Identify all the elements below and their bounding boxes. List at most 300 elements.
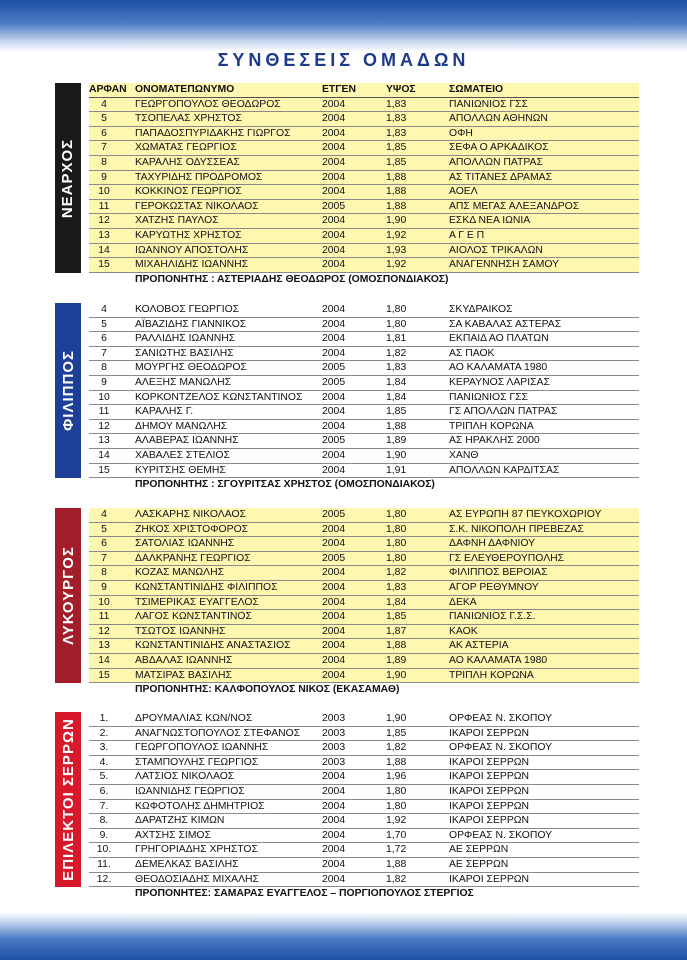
player-club: ΑΣ ΕΥΡΩΠΗ 87 ΠΕΥΚΟΧΩΡΙΟΥ xyxy=(449,509,602,520)
player-name: ΙΩΑΝΝΙΔΗΣ ΓΕΩΡΓΙΟΣ xyxy=(135,785,245,797)
player-birth-year: 2004 xyxy=(322,844,346,856)
player-name: ΣΤΑΜΠΟΥΛΗΣ ΓΕΩΡΓΙΟΣ xyxy=(135,756,259,768)
player-name: ΚΑΡΥΩΤΗΣ ΧΡΗΣΤΟΣ xyxy=(135,229,242,241)
bottom-gradient-band xyxy=(0,912,687,960)
player-club: Σ.Κ. ΝΙΚΟΠΟΛΗ ΠΡΕΒΕΖΑΣ xyxy=(449,523,584,535)
player-birth-year: 2004 xyxy=(322,800,346,812)
player-height: 1,85 xyxy=(386,406,407,418)
player-height: 1,82 xyxy=(386,873,407,885)
player-birth-year: 2004 xyxy=(322,229,346,241)
player-name: ΖΗΚΟΣ ΧΡΙΣΤΟΦΟΡΟΣ xyxy=(135,523,249,535)
player-height: 1,80 xyxy=(386,304,407,315)
player-number: 6 xyxy=(101,538,107,550)
player-number: 13 xyxy=(98,229,110,241)
player-club: ΙΚΑΡΟΙ ΣΕΡΡΩΝ xyxy=(449,800,530,812)
table-row xyxy=(89,843,639,858)
player-number: 4 xyxy=(101,304,107,315)
player-number: 11. xyxy=(97,858,111,870)
table-row xyxy=(89,625,639,640)
table-row xyxy=(89,361,639,376)
player-club: ΙΚΑΡΟΙ ΣΕΡΡΩΝ xyxy=(449,815,530,827)
table-row xyxy=(89,434,639,449)
player-number: 6 xyxy=(101,127,107,139)
player-club: ΑΣ ΠΑΟΚ xyxy=(449,347,495,359)
player-height: 1,91 xyxy=(386,464,407,476)
player-club: ΑΟ ΚΑΛΑΜΑΤΑ 1980 xyxy=(449,654,548,666)
player-name: ΑΒΔΑΛΑΣ ΙΩΑΝΝΗΣ xyxy=(135,654,233,666)
coach-row xyxy=(89,273,639,288)
player-birth-year: 2004 xyxy=(322,304,346,315)
player-name: ΧΩΜΑΤΑΣ ΓΕΩΡΓΙΟΣ xyxy=(135,142,237,154)
player-height: 1,83 xyxy=(386,113,407,125)
player-club: ΑΣ ΤΙΤΑΝΕΣ ΔΡΑΜΑΣ xyxy=(449,171,553,183)
table-row xyxy=(89,141,639,156)
coach-row xyxy=(89,887,639,902)
player-name: ΓΕΡΟΚΩΣΤΑΣ ΝΙΚΟΛΑΟΣ xyxy=(135,200,259,212)
player-birth-year: 2003 xyxy=(322,742,346,754)
player-club: ΟΡΦΕΑΣ Ν. ΣΚΟΠΟΥ xyxy=(449,742,553,754)
player-birth-year: 2004 xyxy=(322,391,346,403)
team-section-epilektoi-serron xyxy=(55,712,639,902)
player-birth-year: 2004 xyxy=(322,318,346,330)
player-height: 1,96 xyxy=(386,771,407,783)
player-name: ΚΑΡΑΛΗΣ Γ. xyxy=(135,406,194,418)
player-name: ΑΧΤΣΗΣ ΣΙΜΟΣ xyxy=(135,829,211,841)
player-height: 1,80 xyxy=(386,318,407,330)
player-birth-year: 2004 xyxy=(322,171,346,183)
player-name: ΤΣΙΜΕΡΙΚΑΣ ΕΥΑΓΓΕΛΟΣ xyxy=(135,596,259,608)
player-birth-year: 2004 xyxy=(322,113,346,125)
player-birth-year: 2004 xyxy=(322,406,346,418)
player-club: ΑΙΟΛΟΣ ΤΡΙΚΑΛΩΝ xyxy=(449,244,543,256)
table-row xyxy=(89,332,639,347)
player-number: 13 xyxy=(98,435,110,447)
player-name: ΧΑΤΖΗΣ ΠΑΥΛΟΣ xyxy=(135,215,219,227)
player-number: 6. xyxy=(99,785,109,797)
player-club: ΓΣ ΑΠΟΛΛΩΝ ΠΑΤΡΑΣ xyxy=(449,406,558,418)
team-label-nearchos: ΝΕΑΡΧΟΣ xyxy=(55,83,81,273)
player-birth-year: 2004 xyxy=(322,625,346,637)
table-row xyxy=(89,610,639,625)
table-row xyxy=(89,669,639,684)
player-number: 8 xyxy=(101,567,107,579)
player-name: ΚΩΝΣΤΑΝΤΙΝΙΔΗΣ ΦΙΛΙΠΠΟΣ xyxy=(135,581,278,593)
player-height: 1,80 xyxy=(386,509,407,520)
team-section-lykourgos xyxy=(55,508,639,698)
player-name: ΚΥΡΙΤΣΗΣ ΘΕΜΗΣ xyxy=(135,464,226,476)
player-birth-year: 2004 xyxy=(322,259,346,271)
player-name: ΔΑΛΚΡΑΝΗΣ ΓΕΩΡΓΙΟΣ xyxy=(135,552,251,564)
header-height: ΥΨΟΣ xyxy=(386,84,416,95)
player-club: ΟΡΦΕΑΣ Ν. ΣΚΟΠΟΥ xyxy=(449,829,553,841)
table-row xyxy=(89,258,639,273)
player-number: 9 xyxy=(101,581,107,593)
player-club: ΙΚΑΡΟΙ ΣΕΡΡΩΝ xyxy=(449,756,530,768)
player-number: 11 xyxy=(98,611,110,623)
table-row xyxy=(89,376,639,391)
player-height: 1,82 xyxy=(386,742,407,754)
player-number: 15 xyxy=(98,669,110,681)
player-birth-year: 2004 xyxy=(322,873,346,885)
player-club: ΕΣΚΔ ΝΕΑ ΙΩΝΙΑ xyxy=(449,215,531,227)
player-height: 1,80 xyxy=(386,523,407,535)
player-height: 1,85 xyxy=(386,727,407,739)
table-row xyxy=(89,829,639,844)
player-name: ΜΑΤΣΙΡΑΣ ΒΑΣΙΛΗΣ xyxy=(135,669,232,681)
table-row xyxy=(89,405,639,420)
player-name: ΓΕΩΡΓΟΠΟΥΛΟΣ ΘΕΟΔΩΡΟΣ xyxy=(135,98,281,110)
player-height: 1,88 xyxy=(386,171,407,183)
player-height: 1,88 xyxy=(386,186,407,198)
player-number: 14 xyxy=(98,654,110,666)
player-height: 1,90 xyxy=(386,713,407,724)
player-name: ΚΟΡΚΟΝΤΖΕΛΟΣ ΚΩΝΣΤΑΝΤΙΝΟΣ xyxy=(135,391,303,403)
player-birth-year: 2004 xyxy=(322,785,346,797)
player-number: 12 xyxy=(98,625,110,637)
player-height: 1,92 xyxy=(386,815,407,827)
player-birth-year: 2003 xyxy=(322,713,346,724)
player-club: ΓΣ ΕΛΕΥΘΕΡΟΥΠΟΛΗΣ xyxy=(449,552,565,564)
player-number: 8. xyxy=(99,815,109,827)
player-number: 12 xyxy=(98,215,110,227)
player-club: ΔΑΦΝΗ ΔΑΦΝΙΟΥ xyxy=(449,538,536,550)
player-name: ΔΑΡΑΤΖΗΣ ΚΙΜΩΝ xyxy=(135,815,225,827)
player-birth-year: 2005 xyxy=(322,200,346,212)
team-label-epilektoi-serron: ΕΠΙΛΕΚΤΟΙ ΣΕΡΡΩΝ xyxy=(55,712,81,887)
table-row xyxy=(89,741,639,756)
player-name: ΤΣΟΠΕΛΑΣ ΧΡΗΣΤΟΣ xyxy=(135,113,242,125)
table-row xyxy=(89,858,639,873)
player-birth-year: 2004 xyxy=(322,420,346,432)
player-name: ΔΗΜΟΥ ΜΑΝΩΛΗΣ xyxy=(135,420,228,432)
player-birth-year: 2004 xyxy=(322,771,346,783)
player-number: 14 xyxy=(98,449,110,461)
player-club: ΤΡΙΠΛΗ ΚΟΡΩΝΑ xyxy=(449,669,534,681)
player-height: 1,83 xyxy=(386,98,407,110)
player-height: 1,85 xyxy=(386,156,407,168)
player-club: ΙΚΑΡΟΙ ΣΕΡΡΩΝ xyxy=(449,727,530,739)
table-row xyxy=(89,98,639,113)
table-row xyxy=(89,185,639,200)
player-birth-year: 2004 xyxy=(322,611,346,623)
player-name: ΔΕΜΕΛΚΑΣ ΒΑΣΙΛΗΣ xyxy=(135,858,239,870)
player-number: 4 xyxy=(101,98,107,110)
player-birth-year: 2004 xyxy=(322,347,346,359)
team-table-filippos xyxy=(89,303,639,493)
player-height: 1,85 xyxy=(386,142,407,154)
player-number: 9 xyxy=(101,171,107,183)
player-club: ΑΟΕΛ xyxy=(449,186,478,198)
player-birth-year: 2004 xyxy=(322,127,346,139)
player-club: ΠΑΝΙΩΝΙΟΣ Γ.Σ.Σ. xyxy=(449,611,536,623)
team-section-filippos xyxy=(55,303,639,493)
player-club: ΙΚΑΡΟΙ ΣΕΡΡΩΝ xyxy=(449,785,530,797)
player-birth-year: 2005 xyxy=(322,362,346,374)
table-row xyxy=(89,770,639,785)
player-club: ΑΠΟΛΛΩΝ ΑΘΗΝΩΝ xyxy=(449,113,548,125)
player-club: ΦΙΛΙΠΠΟΣ ΒΕΡΟΙΑΣ xyxy=(449,567,548,579)
player-birth-year: 2004 xyxy=(322,567,346,579)
player-number: 5. xyxy=(99,771,109,783)
table-row xyxy=(89,566,639,581)
player-birth-year: 2004 xyxy=(322,596,346,608)
table-row xyxy=(89,156,639,171)
table-row xyxy=(89,214,639,229)
player-birth-year: 2004 xyxy=(322,640,346,652)
player-height: 1,93 xyxy=(386,244,407,256)
table-row xyxy=(89,727,639,742)
player-number: 7. xyxy=(99,800,109,812)
player-height: 1,92 xyxy=(386,259,407,271)
player-name: ΑΝΑΓΝΩΣΤΟΠΟΥΛΟΣ ΣΤΕΦΑΝΟΣ xyxy=(135,727,301,739)
player-height: 1,89 xyxy=(386,435,407,447)
player-number: 9 xyxy=(101,376,107,388)
player-number: 2. xyxy=(99,727,109,739)
player-club: ΕΚΠΑΙΔ ΑΟ ΠΛΑΤΩΝ xyxy=(449,333,549,345)
top-gradient-band xyxy=(0,0,687,52)
player-height: 1,81 xyxy=(386,333,407,345)
player-birth-year: 2004 xyxy=(322,815,346,827)
player-name: ΡΑΛΛΙΔΗΣ ΙΩΑΝΝΗΣ xyxy=(135,333,236,345)
table-row xyxy=(89,303,639,318)
player-number: 10 xyxy=(98,596,110,608)
table-row xyxy=(89,171,639,186)
player-height: 1,82 xyxy=(386,567,407,579)
player-name: ΠΑΠΑΔΟΣΠΥΡΙΔΑΚΗΣ ΓΙΩΡΓΟΣ xyxy=(135,127,291,139)
coach-text: ΠΡΟΠΟΝΗΤΗΣ : ΑΣΤΕΡΙΑΔΗΣ ΘΕΟΔΩΡΟΣ (ΟΜΟΣΠΟΝΔΙΑΚΟΣ) xyxy=(135,273,449,285)
player-height: 1,83 xyxy=(386,581,407,593)
player-number: 15 xyxy=(98,464,110,476)
player-name: ΚΟΚΚΙΝΟΣ ΓΕΩΡΓΙΟΣ xyxy=(135,186,242,198)
team-table-nearchos xyxy=(89,83,639,287)
table-row xyxy=(89,449,639,464)
player-height: 1,80 xyxy=(386,538,407,550)
table-row xyxy=(89,508,639,523)
player-name: ΣΑΝΙΩΤΗΣ ΒΑΣΙΛΗΣ xyxy=(135,347,234,359)
player-name: ΘΕΟΔΟΣΙΑΔΗΣ ΜΙΧΑΛΗΣ xyxy=(135,873,259,885)
player-number: 11 xyxy=(98,406,110,418)
player-club: ΠΑΝΙΩΝΙΟΣ ΓΣΣ xyxy=(449,391,528,403)
table-row xyxy=(89,756,639,771)
table-row xyxy=(89,537,639,552)
player-club: ΔΕΚΑ xyxy=(449,596,477,608)
player-name: ΙΩΑΝΝΟΥ ΑΠΟΣΤΟΛΗΣ xyxy=(135,244,249,256)
player-height: 1,84 xyxy=(386,391,407,403)
player-height: 1,87 xyxy=(386,625,407,637)
player-club: ΑΝΑΓΕΝΝΗΣΗ ΣΑΜΟΥ xyxy=(449,259,560,271)
player-number: 5 xyxy=(101,523,107,535)
player-club: ΙΚΑΡΟΙ ΣΕΡΡΩΝ xyxy=(449,771,530,783)
player-number: 10 xyxy=(98,391,110,403)
player-height: 1,88 xyxy=(386,756,407,768)
player-height: 1,80 xyxy=(386,800,407,812)
table-row xyxy=(89,785,639,800)
player-birth-year: 2004 xyxy=(322,538,346,550)
player-birth-year: 2003 xyxy=(322,756,346,768)
header-number: ΑΡΦΑΝ xyxy=(89,84,127,95)
player-club: ΑΠΟΛΛΩΝ ΚΑΡΔΙΤΣΑΣ xyxy=(449,464,560,476)
player-name: ΚΩΝΣΤΑΝΤΙΝΙΔΗΣ ΑΝΑΣΤΑΣΙΟΣ xyxy=(135,640,291,652)
player-name: ΚΑΡΑΛΗΣ ΟΔΥΣΣΕΑΣ xyxy=(135,156,240,168)
player-height: 1,82 xyxy=(386,347,407,359)
player-number: 11 xyxy=(98,200,110,212)
player-birth-year: 2005 xyxy=(322,435,346,447)
coach-text: ΠΡΟΠΟΝΗΤΗΣ: ΚΑΛΦΟΠΟΥΛΟΣ ΝΙΚΟΣ (ΕΚΑΣΑΜΑΘ) xyxy=(135,684,400,696)
player-club: ΑΕ ΣΕΡΡΩΝ xyxy=(449,858,509,870)
table-row xyxy=(89,127,639,142)
player-club: ΙΚΑΡΟΙ ΣΕΡΡΩΝ xyxy=(449,873,530,885)
player-birth-year: 2004 xyxy=(322,464,346,476)
player-club: ΑΚ ΑΣΤΕΡΙΑ xyxy=(449,640,509,652)
player-name: ΚΟΖΑΣ ΜΑΝΩΛΗΣ xyxy=(135,567,225,579)
player-birth-year: 2004 xyxy=(322,186,346,198)
player-name: ΑΛΑΒΕΡΑΣ ΙΩΑΝΝΗΣ xyxy=(135,435,239,447)
coach-row xyxy=(89,478,639,493)
player-name: ΤΑΧΥΡΙΔΗΣ ΠΡΟΔΡΟΜΟΣ xyxy=(135,171,263,183)
player-height: 1,72 xyxy=(386,844,407,856)
player-number: 10. xyxy=(96,844,112,856)
header-name: ΟΝΟΜΑΤΕΠΩΝΥΜΟ xyxy=(135,84,235,95)
player-number: 4 xyxy=(101,509,107,520)
player-name: ΛΑΓΟΣ ΚΩΝΣΤΑΝΤΙΝΟΣ xyxy=(135,611,252,623)
player-name: ΓΡΗΓΟΡΙΑΔΗΣ ΧΡΗΣΤΟΣ xyxy=(135,844,258,856)
player-name: ΚΩΦΟΤΟΛΗΣ ΔΗΜΗΤΡΙΟΣ xyxy=(135,800,265,812)
table-row xyxy=(89,523,639,538)
player-height: 1,90 xyxy=(386,449,407,461)
player-name: ΜΙΧΑΗΛΙΔΗΣ ΙΩΑΝΝΗΣ xyxy=(135,259,249,271)
player-height: 1,85 xyxy=(386,611,407,623)
header-birth-year: ΕΤΓΕΝ xyxy=(322,84,356,95)
table-row xyxy=(89,873,639,888)
player-height: 1,90 xyxy=(386,215,407,227)
player-height: 1,90 xyxy=(386,669,407,681)
player-club: ΠΑΝΙΩΝΙΟΣ ΓΣΣ xyxy=(449,98,528,110)
player-height: 1,83 xyxy=(386,127,407,139)
table-row xyxy=(89,712,639,727)
player-height: 1,89 xyxy=(386,654,407,666)
player-height: 1,80 xyxy=(386,552,407,564)
table-row xyxy=(89,347,639,362)
table-row xyxy=(89,639,639,654)
player-height: 1,84 xyxy=(386,596,407,608)
player-number: 15 xyxy=(98,259,110,271)
team-table-lykourgos xyxy=(89,508,639,698)
player-height: 1,83 xyxy=(386,362,407,374)
player-club: ΤΡΙΠΛΗ ΚΟΡΩΝΑ xyxy=(449,420,534,432)
player-club: ΑΕ ΣΕΡΡΩΝ xyxy=(449,844,509,856)
player-club: ΣΕΦΑ Ο ΑΡΚΑΔΙΚΟΣ xyxy=(449,142,549,154)
player-birth-year: 2004 xyxy=(322,333,346,345)
table-row xyxy=(89,552,639,567)
player-club: ΣΑ ΚΑΒΑΛΑΣ ΑΣΤΕΡΑΣ xyxy=(449,318,562,330)
player-name: ΧΑΒΑΛΕΣ ΣΤΕΛΙΟΣ xyxy=(135,449,230,461)
player-name: ΜΟΥΡΓΗΣ ΘΕΟΔΩΡΟΣ xyxy=(135,362,247,374)
player-number: 13 xyxy=(98,640,110,652)
player-number: 1. xyxy=(99,713,109,724)
team-label-filippos: ΦΙΛΙΠΠΟΣ xyxy=(55,303,81,478)
player-birth-year: 2004 xyxy=(322,858,346,870)
table-row xyxy=(89,229,639,244)
team-section-nearchos xyxy=(55,83,639,288)
player-number: 12. xyxy=(96,873,112,885)
player-height: 1,70 xyxy=(386,829,407,841)
player-number: 3. xyxy=(99,742,109,754)
player-birth-year: 2004 xyxy=(322,215,346,227)
player-birth-year: 2004 xyxy=(322,449,346,461)
team-table-epilektoi-serron xyxy=(89,712,639,902)
player-birth-year: 2004 xyxy=(322,156,346,168)
coach-text: ΠΡΟΠΟΝΗΤΗΣ : ΣΓΟΥΡΙΤΣΑΣ ΧΡΗΣΤΟΣ (ΟΜΟΣΠΟΝΔΙΑΚΟΣ) xyxy=(135,479,435,491)
player-club: ΑΠΣ ΜΕΓΑΣ ΑΛΕΞΑΝΔΡΟΣ xyxy=(449,200,580,212)
player-club: ΧΑΝΘ xyxy=(449,449,479,461)
player-number: 14 xyxy=(98,244,110,256)
table-row xyxy=(89,391,639,406)
player-height: 1,88 xyxy=(386,420,407,432)
player-birth-year: 2004 xyxy=(322,244,346,256)
player-birth-year: 2004 xyxy=(322,523,346,535)
player-height: 1,88 xyxy=(386,200,407,212)
player-number: 6 xyxy=(101,333,107,345)
coach-text: ΠΡΟΠΟΝΗΤΕΣ: ΣΑΜΑΡΑΣ ΕΥΑΓΓΕΛΟΣ – ΠΟΡΓΙΟΠΟΥΛΟΣ ΣΤΕΡΓΙΟΣ xyxy=(135,888,474,900)
player-number: 9. xyxy=(99,829,109,841)
player-birth-year: 2005 xyxy=(322,509,346,520)
player-club: ΟΡΦΕΑΣ Ν. ΣΚΟΠΟΥ xyxy=(449,713,553,724)
player-number: 12 xyxy=(98,420,110,432)
player-number: 7 xyxy=(101,142,107,154)
table-row xyxy=(89,814,639,829)
player-birth-year: 2003 xyxy=(322,727,346,739)
player-club: ΑΟ ΚΑΛΑΜΑΤΑ 1980 xyxy=(449,362,548,374)
player-birth-year: 2005 xyxy=(322,552,346,564)
player-height: 1,88 xyxy=(386,640,407,652)
table-row xyxy=(89,581,639,596)
player-birth-year: 2004 xyxy=(322,142,346,154)
player-number: 10 xyxy=(98,186,110,198)
table-row xyxy=(89,244,639,259)
player-name: ΓΕΩΡΓΟΠΟΥΛΟΣ ΙΩΑΝΝΗΣ xyxy=(135,742,269,754)
player-birth-year: 2004 xyxy=(322,654,346,666)
player-birth-year: 2004 xyxy=(322,829,346,841)
table-row xyxy=(89,318,639,333)
player-height: 1,92 xyxy=(386,229,407,241)
player-name: ΑΛΕΞΗΣ ΜΑΝΩΛΗΣ xyxy=(135,376,232,388)
player-club: ΑΓΟΡ ΡΕΘΥΜΝΟΥ xyxy=(449,581,539,593)
player-number: 5 xyxy=(101,318,107,330)
player-height: 1,84 xyxy=(386,376,407,388)
player-number: 7 xyxy=(101,347,107,359)
table-row xyxy=(89,112,639,127)
table-header-row xyxy=(89,83,639,98)
player-club: ΑΣ ΗΡΑΚΛΗΣ 2000 xyxy=(449,435,540,447)
player-height: 1,88 xyxy=(386,858,407,870)
player-birth-year: 2004 xyxy=(322,581,346,593)
player-height: 1,80 xyxy=(386,785,407,797)
player-name: ΔΡΟΥΜΑΛΙΑΣ ΚΩΝ/ΝΟΣ xyxy=(135,713,253,724)
player-birth-year: 2004 xyxy=(322,98,346,110)
page-title: ΣΥΝΘΕΣΕΙΣ ΟΜΑΔΩΝ xyxy=(217,50,470,70)
coach-row xyxy=(89,683,639,698)
player-number: 8 xyxy=(101,362,107,374)
player-club: ΑΠΟΛΛΩΝ ΠΑΤΡΑΣ xyxy=(449,156,543,168)
table-row xyxy=(89,800,639,815)
table-row xyxy=(89,596,639,611)
player-number: 4. xyxy=(99,756,109,768)
player-club: ΚΑΟΚ xyxy=(449,625,478,637)
header-club: ΣΩΜΑΤΕΙΟ xyxy=(449,84,504,95)
player-number: 5 xyxy=(101,113,107,125)
player-number: 7 xyxy=(101,552,107,564)
player-name: ΛΑΤΣΙΟΣ ΝΙΚΟΛΑΟΣ xyxy=(135,771,235,783)
